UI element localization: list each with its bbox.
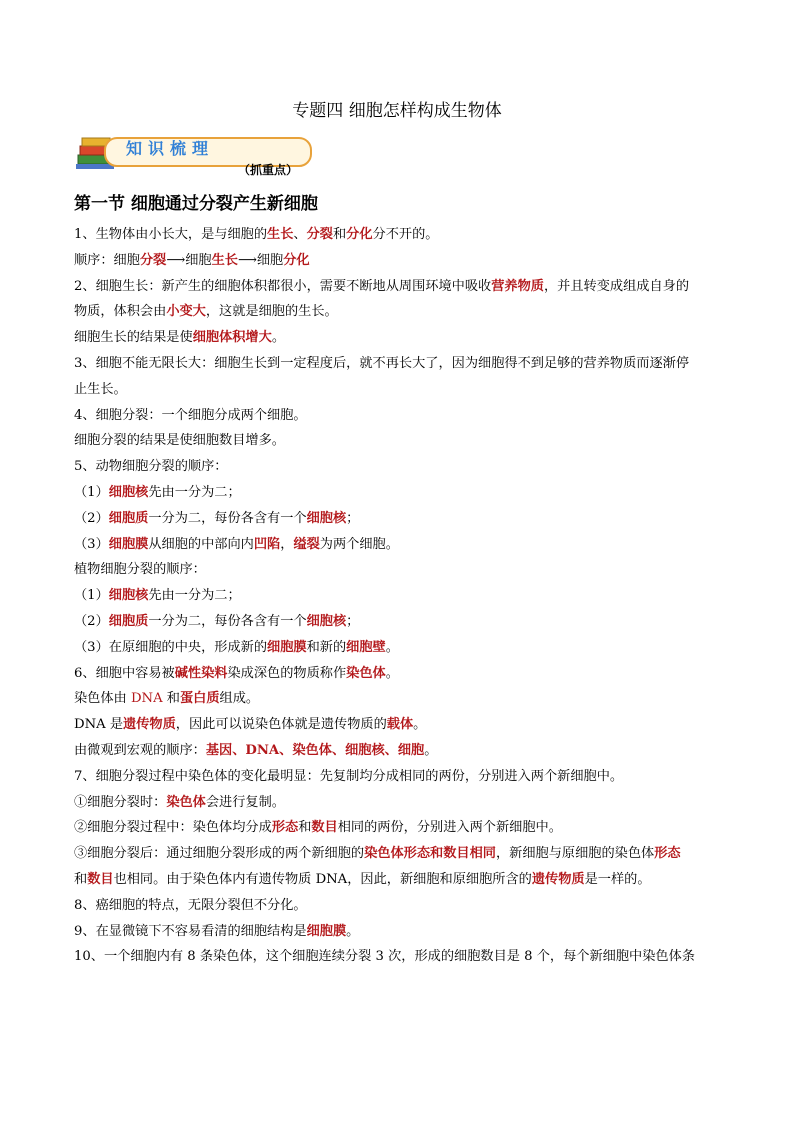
highlight-text: 载体 xyxy=(386,717,414,733)
body-text: 。 xyxy=(424,742,438,758)
highlight-text: 遗传物质 xyxy=(123,717,176,733)
body-text: 5、动物细胞分裂的顺序： xyxy=(74,459,228,475)
body-text: 先由一分为二； xyxy=(148,588,241,604)
body-text: 9、在显微镜下不容易看清的细胞结构是 xyxy=(74,923,307,939)
highlight-text: 生长 xyxy=(267,227,294,242)
highlight-text: 小变大 xyxy=(166,304,206,320)
body-text: 3、细胞不能无限长大：细胞生长到一定程度后，就不再长大了，因为细胞得不到足够的营养物质而逐渐停 xyxy=(74,355,690,371)
note-line xyxy=(74,248,724,274)
body-text: 7、细胞分裂过程中染色体的变化最明显：先复制均分成相同的两份，分别进入两个新细胞中。 xyxy=(74,768,624,784)
body-text: 和 xyxy=(162,691,180,707)
highlight-text: 生长 xyxy=(211,252,238,268)
highlight-text: 遗传物质 xyxy=(531,871,585,887)
body-text: ，新细胞与原细胞的染色体 xyxy=(496,846,655,862)
body-text: 相同的两份，分别进入两个新细胞中。 xyxy=(337,820,562,836)
body-text: （2） xyxy=(74,613,109,629)
note-line xyxy=(74,841,724,867)
highlight-text: 染色体 xyxy=(346,665,386,681)
highlight-text: 凹陷 xyxy=(253,536,281,552)
highlight-text: 分裂 xyxy=(139,252,167,268)
note-line xyxy=(74,867,724,893)
section-title: 第一节 细胞通过分裂产生新细胞 xyxy=(74,194,318,214)
highlight-text: 细胞膜 xyxy=(267,639,307,655)
body-text: ⟶细胞 xyxy=(237,252,284,268)
note-line xyxy=(74,403,724,429)
body-text: 也相同。由于染色体内有遗传物质 DNA，因此，新细胞和原细胞所含的 xyxy=(113,871,532,887)
body-text: ； xyxy=(346,613,360,629)
note-line xyxy=(74,325,724,351)
body-text: 由微观到宏观的顺序： xyxy=(74,742,206,758)
body-text: 组成。 xyxy=(219,691,260,707)
body-text: 。 xyxy=(385,639,399,655)
body-text: （1） xyxy=(74,484,109,500)
body-text: 10、一个细胞内有 8 条染色体，这个细胞连续分裂 3 次，形成的细胞数目是 8 个，每个新细胞中染色体条 xyxy=(74,949,695,965)
highlight-text: 分化 xyxy=(283,252,310,268)
body-text: ，这就是细胞的生长。 xyxy=(205,304,338,320)
highlight-text: 营养物质 xyxy=(491,278,544,294)
body-text: 物质，体积会由 xyxy=(74,304,167,320)
body-text: 细胞生长的结果是使 xyxy=(74,330,193,346)
highlight-text: 染色体形态和数目相同 xyxy=(364,846,496,862)
note-line xyxy=(74,635,724,661)
highlight-text: 细胞质 xyxy=(108,510,149,526)
body-text: 和 xyxy=(74,871,88,887)
note-line xyxy=(74,893,724,919)
body-text: （3） xyxy=(74,536,109,552)
body-text: DNA 是 xyxy=(74,717,124,733)
body-text: 4、细胞分裂：一个细胞分成两个细胞。 xyxy=(74,407,307,423)
highlight-text: 细胞膜 xyxy=(306,923,347,939)
note-line xyxy=(74,557,724,583)
body-text: 染成深色的物质称作 xyxy=(227,665,347,681)
body-text: 。 xyxy=(385,665,399,681)
body-text: 从细胞的中部向内 xyxy=(148,536,254,552)
body-text: 和 xyxy=(332,227,347,242)
body-text: ①细胞分裂时： xyxy=(74,794,167,810)
note-line xyxy=(74,919,724,945)
body-text: （3）在原细胞的中央，形成新的 xyxy=(74,639,268,655)
body-text: ②细胞分裂过程中：染色体均分成 xyxy=(74,820,272,836)
note-line xyxy=(74,583,724,609)
note-line xyxy=(74,532,724,558)
highlight-text: 细胞壁 xyxy=(346,639,386,655)
highlight-text: 细胞膜 xyxy=(108,536,149,552)
highlight-text: 基因、DNA、染色体、细胞核、细胞 xyxy=(205,742,425,758)
note-line xyxy=(74,815,724,841)
knowledge-banner xyxy=(74,133,314,177)
note-line xyxy=(74,609,724,635)
body-text: 。 xyxy=(271,330,285,346)
body-text: （1） xyxy=(74,588,109,604)
body-text: 植物细胞分裂的顺序： xyxy=(74,562,206,578)
highlight-text: 形态 xyxy=(654,846,681,862)
note-line xyxy=(74,764,724,790)
body-text: 和新的 xyxy=(306,639,347,655)
body-text: 细胞分裂的结果是使细胞数目增多。 xyxy=(74,433,285,449)
note-line xyxy=(74,661,724,687)
highlight-text: 数目 xyxy=(87,871,114,887)
body-text: ，因此可以说染色体就是遗传物质的 xyxy=(175,717,387,733)
note-line xyxy=(74,686,724,712)
note-line xyxy=(74,299,724,325)
highlight-text: 细胞质 xyxy=(108,613,149,629)
highlight-text: 细胞核 xyxy=(306,613,347,629)
body-text: 一分为二，每份各含有一个 xyxy=(148,510,307,526)
body-text: 8、癌细胞的特点，无限分裂但不分化。 xyxy=(74,897,307,913)
body-text: 和 xyxy=(298,820,312,836)
note-line xyxy=(74,377,724,403)
note-line xyxy=(74,712,724,738)
note-line xyxy=(74,506,724,532)
body-text: 染色体由 xyxy=(74,691,131,707)
body-text: 会进行复制。 xyxy=(205,794,285,810)
notes-body xyxy=(74,222,724,970)
note-line xyxy=(74,738,724,764)
body-text: 先由一分为二； xyxy=(148,484,241,500)
body-text: 一分为二，每份各含有一个 xyxy=(148,613,307,629)
body-text: 顺序：细胞 xyxy=(74,252,140,268)
body-text: 、 xyxy=(293,227,307,242)
body-text: 1、生物体由小长大，是与细胞的 xyxy=(74,227,268,242)
highlight-text: 蛋白质 xyxy=(179,691,220,707)
body-text: ； xyxy=(346,510,360,526)
body-text: ⟶细胞 xyxy=(166,252,212,268)
highlight-text: 碱性染料 xyxy=(174,665,228,681)
note-line xyxy=(74,351,724,377)
note-line xyxy=(74,274,724,300)
body-text: 。 xyxy=(346,923,360,939)
body-text: 是一样的。 xyxy=(584,871,651,887)
note-line xyxy=(74,790,724,816)
note-line xyxy=(74,428,724,454)
body-text: 止生长。 xyxy=(74,381,127,397)
note-line xyxy=(74,944,724,970)
banner-subtitle: （抓重点） xyxy=(238,163,299,177)
highlight-text: 数目 xyxy=(311,820,338,836)
highlight-text: 分裂 xyxy=(306,227,333,242)
highlight-text: DNA xyxy=(130,691,163,707)
note-line xyxy=(74,454,724,480)
body-text: 为两个细胞。 xyxy=(319,536,399,552)
highlight-text: 分化 xyxy=(346,227,373,242)
page-title: 专题四 细胞怎样构成生物体 xyxy=(292,101,502,121)
body-text: ，并且转变成组成自身的 xyxy=(543,278,690,294)
note-line xyxy=(74,480,724,506)
highlight-text: 细胞核 xyxy=(108,588,149,604)
body-text: ， xyxy=(280,536,294,552)
body-text: 6、细胞中容易被 xyxy=(74,665,175,681)
body-text: 分不开的。 xyxy=(372,227,439,242)
note-line xyxy=(74,222,724,248)
body-text: 2、细胞生长：新产生的细胞体积都很小，需要不断地从周围环境中吸收 xyxy=(74,278,492,294)
body-text: ③细胞分裂后：通过细胞分裂形成的两个新细胞的 xyxy=(74,846,365,862)
highlight-text: 细胞体积增大 xyxy=(192,330,272,346)
body-text: 。 xyxy=(413,717,427,733)
body-text: （2） xyxy=(74,510,109,526)
highlight-text: 细胞核 xyxy=(108,484,149,500)
banner-label: 知识梳理 xyxy=(126,139,215,158)
highlight-text: 细胞核 xyxy=(306,510,347,526)
highlight-text: 缢裂 xyxy=(293,536,320,552)
highlight-text: 形态 xyxy=(271,820,299,836)
highlight-text: 染色体 xyxy=(166,794,206,810)
